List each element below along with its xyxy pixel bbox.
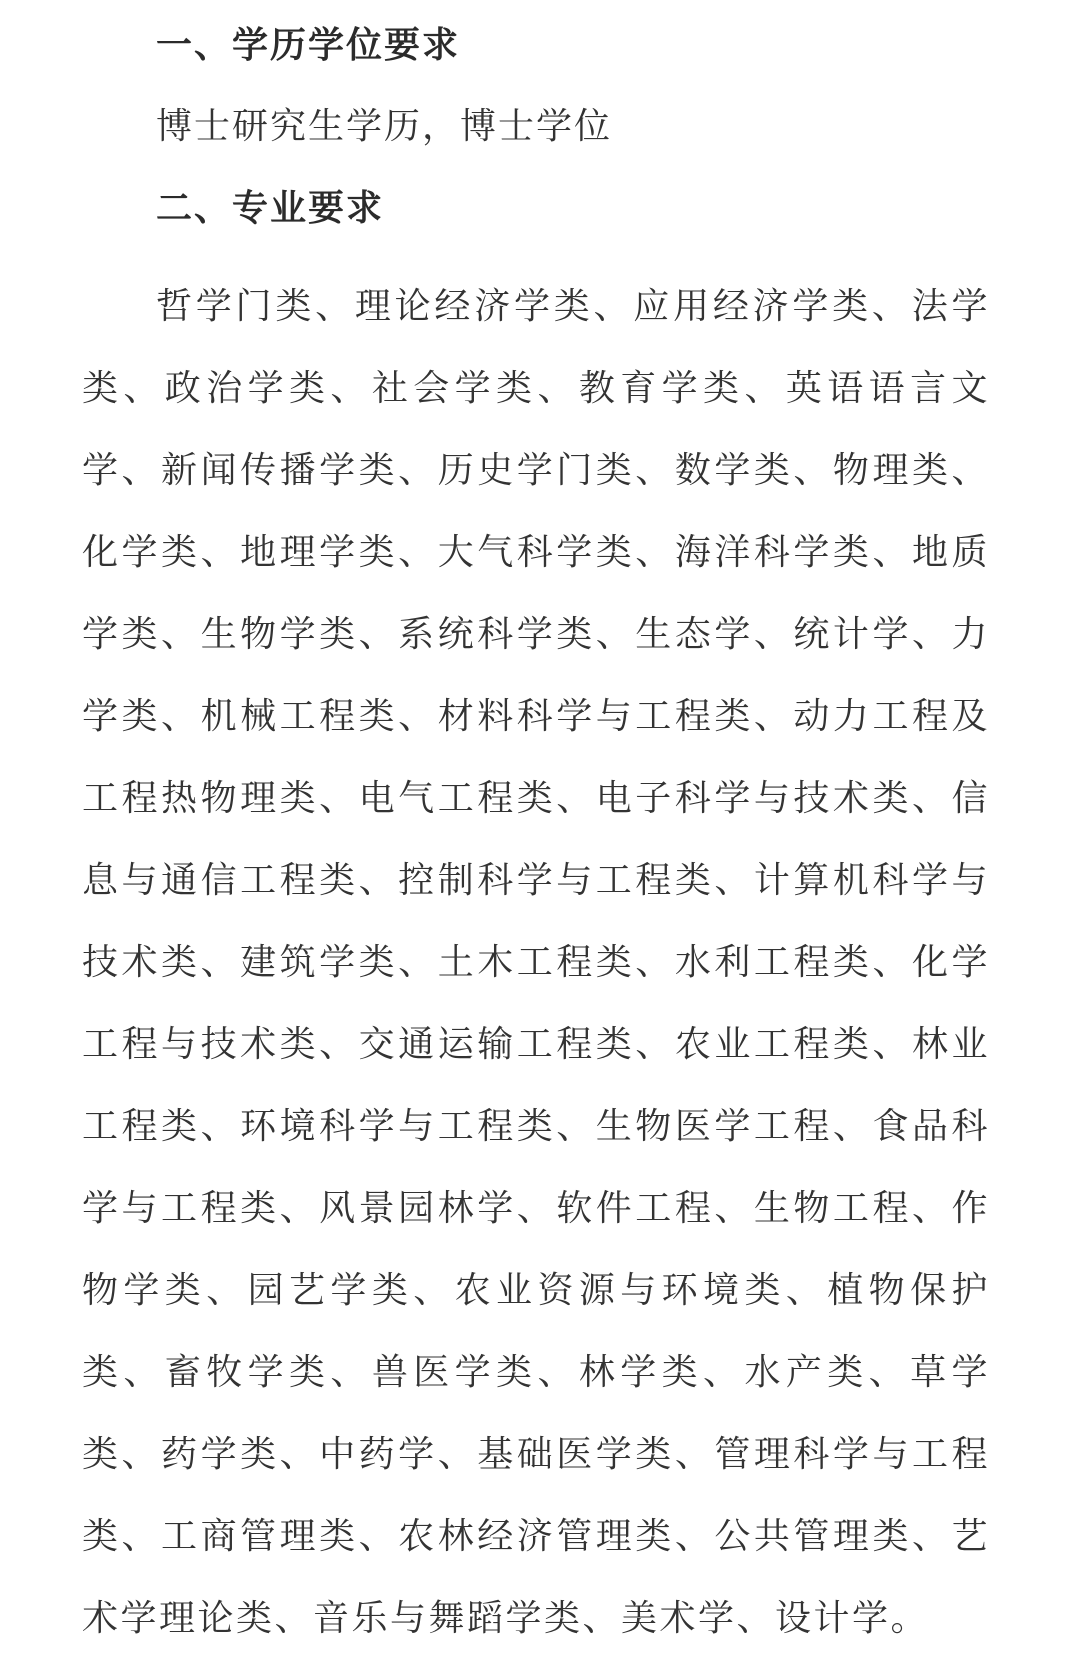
degree-requirement-text: 博士研究生学历，博士学位 bbox=[156, 106, 613, 147]
section-heading-major: 二、专业要求 bbox=[156, 188, 385, 229]
major-requirement-paragraph: 哲学门类、理论经济学类、应用经济学类、法学类、政治学类、社会学类、教育学类、英语语言文学、新闻传播学类、历史学门类、数学类、物理类、化学类、地理学类、大气科学类、海洋科学类、地质学类、生物学类、系统科学类、生态学、统计学、力学类、机械工程类、材料科学与工程类、动力工程及工程热物理类、电气工程类、电子科学与技术类、信息与通信工程类、控制科学与工程类、计算机科学与技术类、建筑学类、土木工程类、水利工程类、化学工程与技术类、交通运输工程类、农业工程类、林业工程类、环境科学与工程类、生物医学工程、食品科学与工程类、风景园林学、软件工程、生物工程、作物学类、园艺学类、农业资源与环境类、植物保护类、畜牧学类、兽医学类、林学类、水产类、草学类、药学类、中药学、基础医学类、管理科学与工程类、工商管理类、农林经济管理类、公共管理类、艺术学理论类、音乐与舞蹈学类、美术学、设计学。 bbox=[82, 286, 990, 1639]
section-heading-degree: 一、学历学位要求 bbox=[156, 25, 461, 66]
